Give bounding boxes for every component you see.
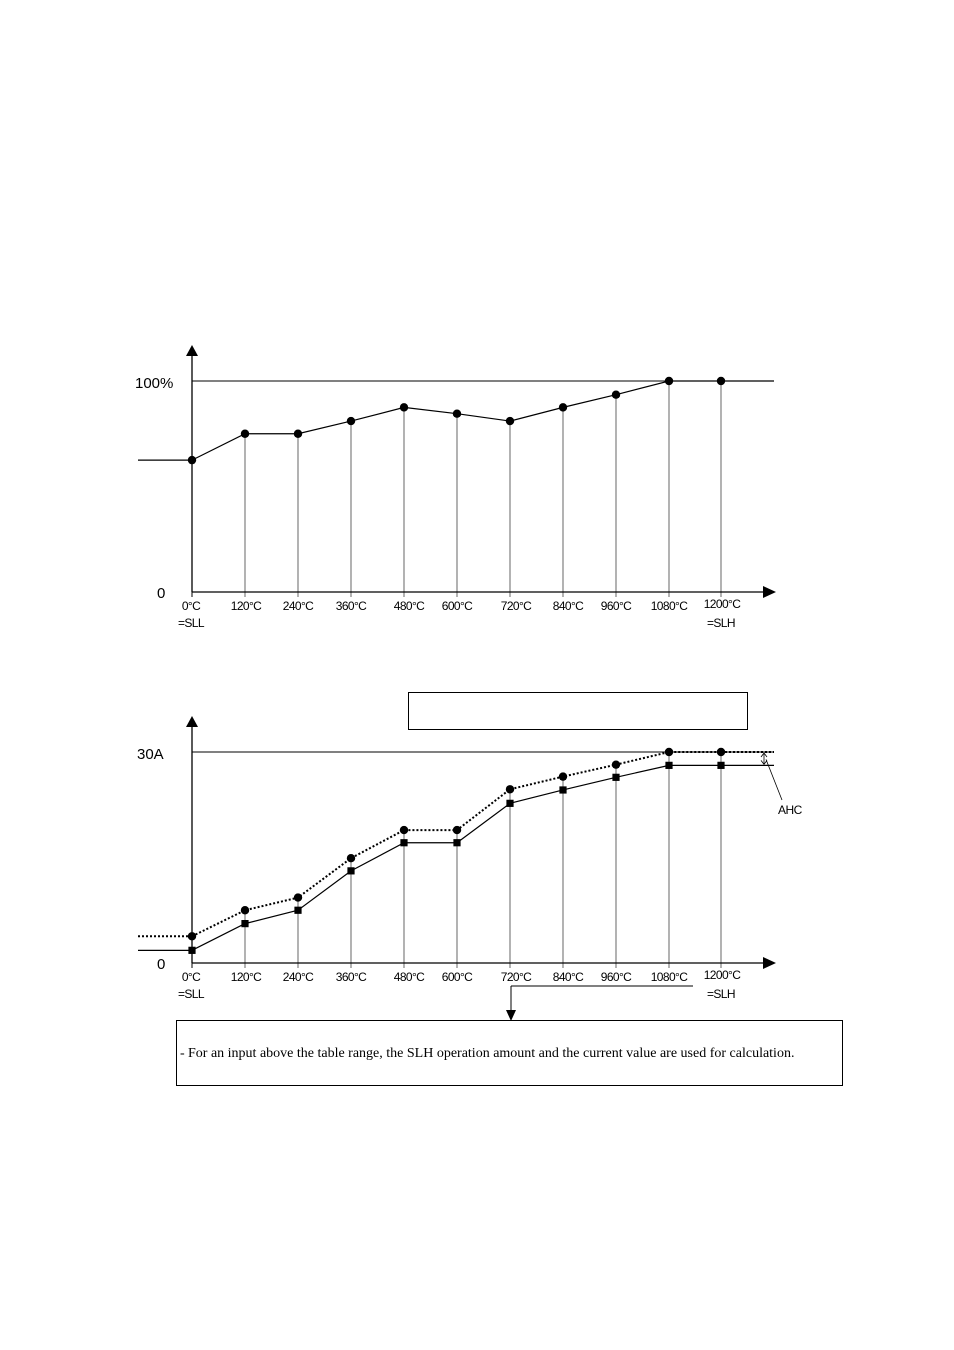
x-tick-label: 1080°C [650, 599, 688, 613]
blank-caption-box [408, 692, 748, 730]
note-connector-arrow [506, 986, 693, 1021]
x-tick-label: 840°C [552, 599, 584, 613]
data-point [665, 377, 673, 385]
data-point [506, 785, 514, 793]
x-tick-label: 1200°C [703, 968, 741, 982]
data-point [559, 772, 567, 780]
data-point [347, 417, 355, 425]
x-tick-label: 600°C [441, 599, 473, 613]
data-point [453, 826, 461, 834]
data-point [717, 748, 725, 756]
note-box [176, 1020, 843, 1086]
x-tick-label: 360°C [335, 599, 367, 613]
data-point [400, 826, 408, 834]
x-tick-label: 600°C [441, 970, 473, 984]
data-point [400, 839, 407, 846]
x-tick-label: 480°C [393, 599, 425, 613]
series-line [192, 765, 721, 950]
data-point [241, 430, 249, 438]
data-point [241, 906, 249, 914]
x-axis-arrowhead [763, 586, 776, 598]
x-tick-label: 480°C [393, 970, 425, 984]
note-line [180, 1046, 820, 1062]
data-point [559, 403, 567, 411]
data-point [665, 762, 672, 769]
data-point [294, 907, 301, 914]
x-sub-label: =SLH [707, 616, 735, 630]
data-point [717, 377, 725, 385]
x-tick-label: 1200°C [703, 597, 741, 611]
x-tick-label: 720°C [500, 970, 532, 984]
x-sub-label: =SLL [178, 616, 204, 630]
data-point [294, 893, 302, 901]
x-tick-label: 1080°C [650, 970, 688, 984]
data-point [188, 947, 195, 954]
x-tick-label: 240°C [282, 599, 314, 613]
data-point [347, 854, 355, 862]
operation-amount-chart [135, 345, 776, 630]
x-sub-label: =SLH [707, 987, 735, 1001]
y-max-label: 30A [137, 746, 164, 763]
data-point [400, 403, 408, 411]
y-zero-label: 0 [157, 956, 166, 973]
data-point [559, 786, 566, 793]
y-axis-arrowhead [186, 345, 198, 356]
ahc-label: AHC [778, 803, 802, 817]
data-point [506, 417, 514, 425]
x-tick-label: 120°C [230, 599, 262, 613]
data-point [612, 774, 619, 781]
y-max-label: 100% [135, 375, 174, 392]
y-zero-label: 0 [157, 585, 166, 602]
x-axis-arrowhead [763, 957, 776, 969]
data-point [506, 800, 513, 807]
x-tick-label: 720°C [500, 599, 532, 613]
current-value-chart [137, 716, 803, 1001]
data-point [347, 867, 354, 874]
data-point [241, 920, 248, 927]
series-line [192, 381, 721, 460]
x-tick-label: 360°C [335, 970, 367, 984]
data-point [665, 748, 673, 756]
x-tick-label: 240°C [282, 970, 314, 984]
note-dash: - [180, 1046, 185, 1061]
y-axis-arrowhead [186, 716, 198, 727]
data-point [188, 456, 196, 464]
data-point [188, 932, 196, 940]
data-point [717, 762, 724, 769]
x-tick-label: 960°C [600, 599, 632, 613]
x-sub-label: =SLL [178, 987, 204, 1001]
note-text: For an input above the table range, the SLH operation amount and the current value are used for calculation. [188, 1046, 795, 1061]
data-point [612, 391, 620, 399]
x-tick-label: 0°C [181, 599, 201, 613]
x-tick-label: 960°C [600, 970, 632, 984]
x-tick-label: 120°C [230, 970, 262, 984]
data-point [453, 839, 460, 846]
data-point [294, 430, 302, 438]
x-tick-label: 840°C [552, 970, 584, 984]
data-point [453, 410, 461, 418]
data-point [612, 760, 620, 768]
x-tick-label: 0°C [181, 970, 201, 984]
